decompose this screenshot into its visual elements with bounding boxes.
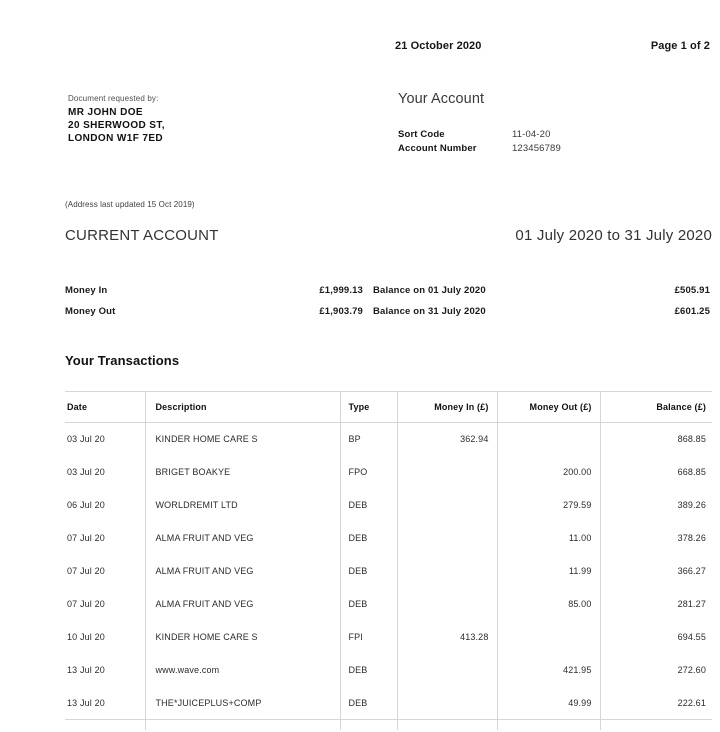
money-out-total: £1,903.79 <box>319 306 363 317</box>
cell-money-out <box>497 423 600 456</box>
money-in-label: Money In <box>65 285 108 296</box>
cell-description: www.wave.com <box>145 654 340 687</box>
cell-money-out: 11.99 <box>497 555 600 588</box>
cell-money-out: 49.99 <box>497 687 600 720</box>
cell-date: 13 Jul 20 <box>65 654 145 687</box>
account-type-heading: CURRENT ACCOUNT <box>65 227 219 244</box>
cell-type: DEB <box>340 654 397 687</box>
cell-type: FPI <box>340 621 397 654</box>
cell-description: THE*JUICEPLUS+COMP <box>145 687 340 720</box>
column-header-type: Type <box>340 392 397 423</box>
cell-description: ALMA FRUIT AND VEG <box>145 555 340 588</box>
column-header-description: Description <box>145 392 340 423</box>
cell-description: ALMA FRUIT AND VEG <box>145 588 340 621</box>
customer-name: MR JOHN DOE <box>68 107 143 118</box>
cell-balance: 668.85 <box>677 467 706 477</box>
sort-code-label: Sort Code <box>398 129 445 140</box>
statement-date: 21 October 2020 <box>395 40 482 52</box>
cell-balance: 272.60 <box>677 665 706 675</box>
cell-money-in <box>397 489 497 522</box>
cell-type: FPO <box>340 456 397 489</box>
cell-description: KINDER HOME CARE S <box>145 423 340 456</box>
cell-date: 13 Jul 20 <box>65 687 145 720</box>
cell-type: DEB <box>340 522 397 555</box>
cell-money-in <box>397 720 497 730</box>
cell-money-out: 11.00 <box>497 522 600 555</box>
cell-date: 03 Jul 20 <box>65 423 145 456</box>
cell-date: 06 Jul 20 <box>65 489 145 522</box>
table-header-row <box>65 392 712 423</box>
cell-description: ALMA FRUIT AND VEG <box>145 522 340 555</box>
closing-balance-label: Balance on 31 July 2020 <box>373 306 486 317</box>
cell-money-in <box>397 654 497 687</box>
table-row <box>65 456 712 489</box>
cell-money-in: 362.94 <box>397 423 497 456</box>
table-row <box>65 687 712 720</box>
cell-money-in <box>397 522 497 555</box>
your-account-heading: Your Account <box>398 91 485 107</box>
opening-balance-amount: £505.91 <box>674 285 710 296</box>
money-out-label: Money Out <box>65 306 116 317</box>
cell-money-out: 200.00 <box>497 456 600 489</box>
cell-description: WORLDREMIT LTD <box>145 489 340 522</box>
column-header-money-out: Money Out (£) <box>497 392 600 423</box>
cell-description: KINDER HOME CARE S <box>145 621 340 654</box>
column-header-date: Date <box>65 392 145 423</box>
cell-balance <box>600 720 712 730</box>
cell-date: 07 Jul 20 <box>65 588 145 621</box>
cell-money-out <box>497 621 600 654</box>
money-in-total: £1,999.13 <box>319 285 363 296</box>
cell-type <box>340 720 397 730</box>
cell-description: BRIGET BOAKYE <box>145 456 340 489</box>
cell-money-in <box>397 687 497 720</box>
cell-balance: 694.55 <box>677 632 706 642</box>
cell-money-out: 421.95 <box>497 654 600 687</box>
cell-type: DEB <box>340 555 397 588</box>
table-row <box>65 555 712 588</box>
cell-money-in: 413.28 <box>397 621 497 654</box>
cell-type: BP <box>340 423 397 456</box>
table-row <box>65 423 712 456</box>
column-header-money-in: Money In (£) <box>397 392 497 423</box>
table-row <box>65 588 712 621</box>
cell-date: 07 Jul 20 <box>65 555 145 588</box>
statement-period: 01 July 2020 to 31 July 2020 <box>515 227 712 244</box>
customer-address-line-2: LONDON W1F 7ED <box>68 133 164 144</box>
cell-money-in <box>397 456 497 489</box>
table-row <box>65 654 712 687</box>
table-row <box>65 489 712 522</box>
opening-balance-label: Balance on 01 July 2020 <box>373 285 486 296</box>
account-number-label: Account Number <box>398 143 477 154</box>
cell-money-out: 85.00 <box>497 588 600 621</box>
page-indicator: Page 1 of 2 <box>650 40 710 52</box>
transactions-table <box>65 391 712 730</box>
your-transactions-heading: Your Transactions <box>65 353 180 368</box>
cell-money-in <box>397 555 497 588</box>
cell-type: DEB <box>340 588 397 621</box>
cell-type: DEB <box>340 489 397 522</box>
cell-money-out <box>497 720 600 730</box>
customer-address-line-1: 20 SHERWOOD ST, <box>68 120 165 131</box>
document-requested-by-label: Document requested by: <box>68 94 159 103</box>
cell-date: 03 Jul 20 <box>65 456 145 489</box>
cell-date: 07 Jul 20 <box>65 522 145 555</box>
cell-balance: 868.85 <box>677 434 706 445</box>
transactions-table-body <box>65 423 712 730</box>
cell-money-out: 279.59 <box>497 489 600 522</box>
cell-date <box>65 720 145 730</box>
table-row <box>65 621 712 654</box>
cell-date: 10 Jul 20 <box>65 621 145 654</box>
address-last-updated-note: (Address last updated 15 Oct 2019) <box>65 200 195 209</box>
closing-balance-amount: £601.25 <box>674 306 710 317</box>
cell-balance: 389.26 <box>677 500 706 510</box>
cell-balance: 281.27 <box>677 599 706 609</box>
table-row-clipped <box>65 720 712 730</box>
cell-type: DEB <box>340 687 397 720</box>
table-row <box>65 522 712 555</box>
cell-balance: 378.26 <box>677 533 706 543</box>
cell-balance: 222.61 <box>600 687 712 720</box>
transactions-table-head <box>65 392 712 423</box>
cell-description <box>145 720 340 730</box>
sort-code-value: 11-04-20 <box>512 129 551 140</box>
column-header-balance: Balance (£) <box>600 392 712 423</box>
cell-balance: 366.27 <box>677 566 706 576</box>
cell-money-in <box>397 588 497 621</box>
account-number-value: 123456789 <box>512 143 561 154</box>
